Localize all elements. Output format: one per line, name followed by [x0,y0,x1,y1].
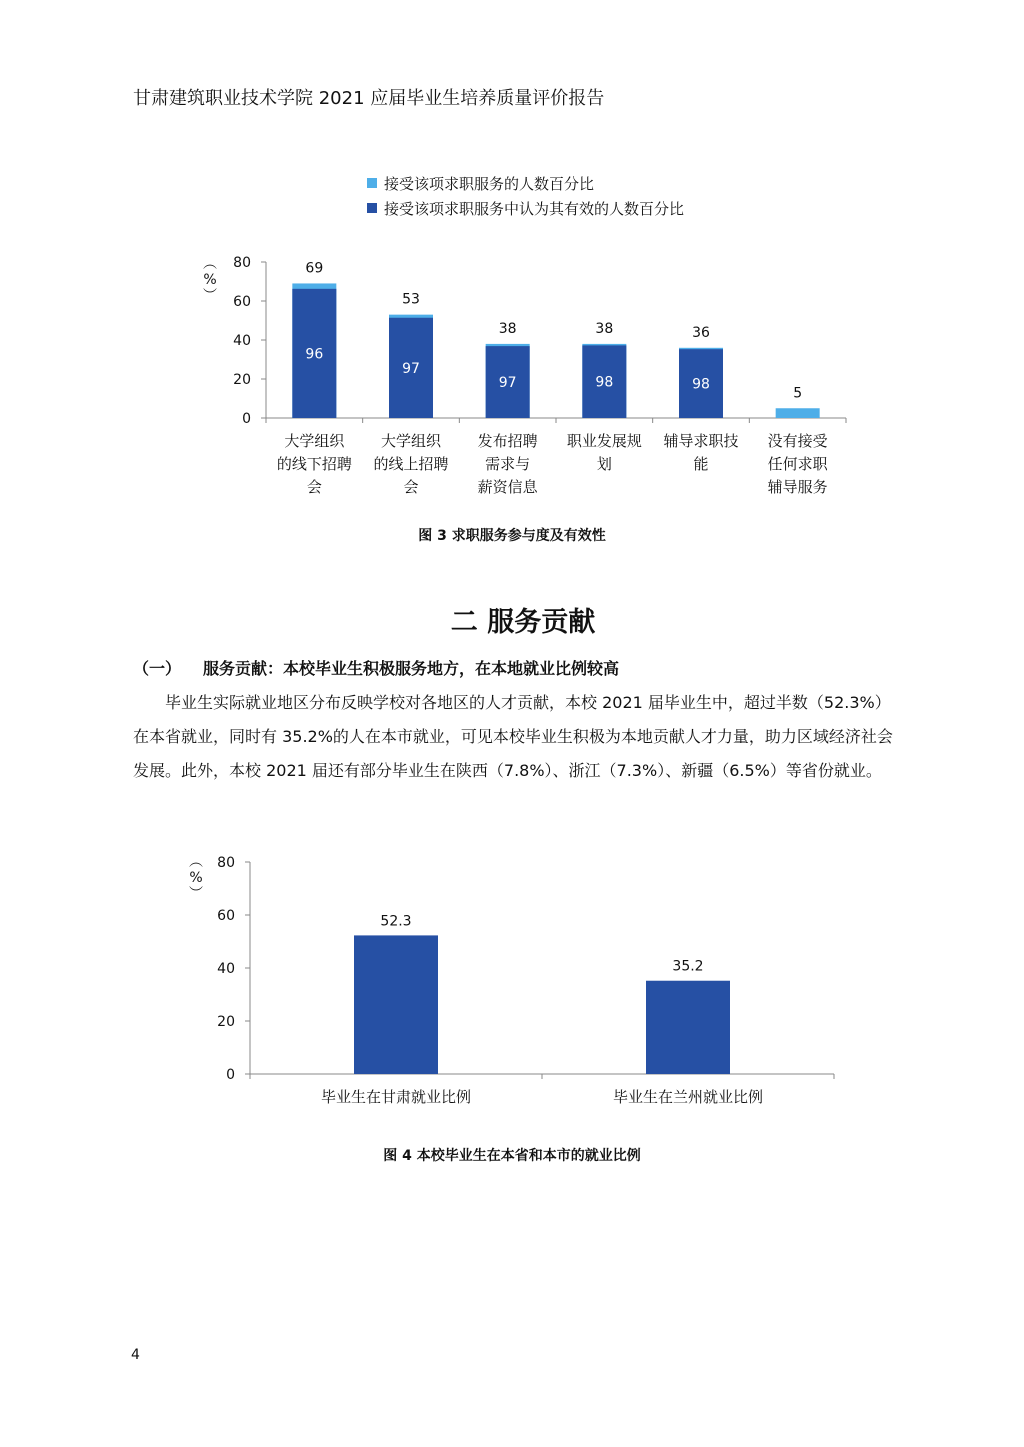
y-axis-label: % [203,272,217,288]
x-tick-label: 会 [306,478,322,496]
data-label-received: 53 [402,291,420,308]
data-label-received: 38 [498,320,517,337]
page-number: 4 [131,1347,140,1363]
data-label-received: 69 [305,260,324,277]
legend-label-received: 接受该项求职服务的人数百分比 [384,175,595,193]
data-label: 52.3 [380,913,412,930]
x-tick-label: 发布招聘 [477,432,538,450]
legend-label-effective: 接受该项求职服务中认为其有效的人数百分比 [384,200,685,218]
y-tick-label: 40 [233,333,251,349]
body-paragraph: 毕业生实际就业地区分布反映学校对各地区的人才贡献，本校 2021 届毕业生中，超过半数（52.3%）在本省就业，同时有 35.2%的人在本市就业，可见本校毕业生积极为本地贡献人才力量，助力区域经济社会发展。此外，本校 2021 届还有部分毕业生在陕西（7.8%）、浙江（7.3%）、新疆（6.5%）等省份就业。 [133,693,893,780]
x-tick-label: 毕业生在兰州就业比例 [612,1088,764,1106]
legend-swatch-effective [367,203,377,213]
y-tick-label: 40 [217,961,235,977]
bar [646,981,730,1074]
subsection-number: （一） [133,659,182,678]
data-label-effective: 96 [305,346,324,363]
bar [354,935,438,1074]
y-axis-label: % [189,870,203,886]
data-label-received: 38 [595,320,614,337]
y-tick-label: 20 [217,1014,235,1030]
y-tick-label: 60 [233,294,251,310]
y-tick-label: 60 [217,908,235,924]
data-label-received: 5 [793,385,803,402]
y-tick-label: 0 [226,1067,235,1083]
x-tick-label: 需求与 [485,455,531,473]
x-tick-label: 没有接受 [767,432,828,450]
x-tick-label: 大学组织 [380,432,442,450]
y-tick-label: 20 [233,372,251,388]
figure4-chart [0,840,1024,1120]
figure4-caption: 图 4 本校毕业生在本省和本市的就业比例 [383,1148,641,1164]
data-label-effective: 98 [692,376,710,393]
figure3-caption: 图 3 求职服务参与度及有效性 [418,528,606,544]
x-tick-label: 的线上招聘 [373,455,449,473]
y-axis-label: ︵ [203,256,217,272]
y-axis-label: ︶ [203,288,217,304]
x-tick-label: 辅导服务 [767,478,828,496]
x-tick-label: 能 [693,455,709,473]
data-label-effective: 98 [595,374,614,391]
x-tick-label: 薪资信息 [477,478,538,496]
x-tick-label: 任何求职 [767,455,828,473]
data-label-received: 36 [692,324,710,341]
x-tick-label: 划 [596,455,612,473]
y-tick-label: 0 [242,411,251,427]
x-tick-label: 大学组织 [284,432,345,450]
y-tick-label: 80 [233,255,251,271]
y-axis-label: ︶ [189,886,203,902]
x-tick-label: 毕业生在甘肃就业比例 [320,1088,472,1106]
x-tick-label: 会 [403,478,419,496]
data-label: 35.2 [672,958,704,975]
section-title: 二 服务贡献 [450,607,596,638]
x-tick-label: 职业发展规 [566,432,642,450]
subsection-title: 服务贡献：本校毕业生积极服务地方，在本地就业比例较高 [203,659,620,678]
legend [367,175,684,218]
y-axis-label: ︵ [189,854,203,870]
figure3-chart [0,0,1024,520]
subsection-heading [133,656,619,679]
legend-swatch-received [367,178,377,188]
data-label-effective: 97 [498,375,517,392]
y-tick-label: 80 [217,855,235,871]
data-label-effective: 97 [402,360,420,377]
x-tick-label: 辅导求职技 [663,432,739,450]
report-header: 甘肃建筑职业技术学院 2021 应届毕业生培养质量评价报告 [133,88,605,109]
bar-received [776,408,820,418]
x-tick-label: 的线下招聘 [276,455,352,473]
